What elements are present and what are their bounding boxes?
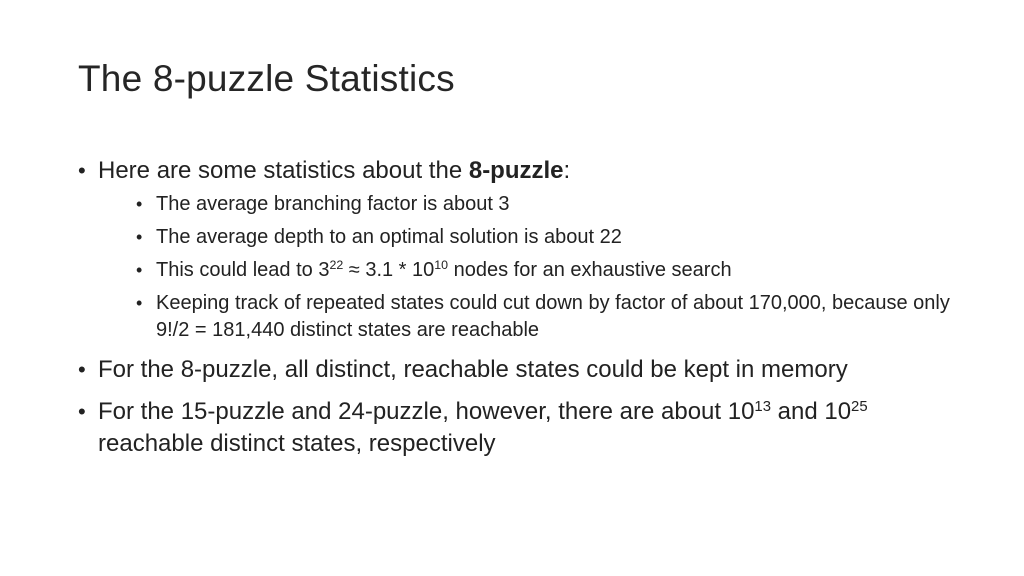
exhaustive-exp-2: 10	[434, 258, 449, 273]
sub-bullet-list	[98, 191, 958, 344]
slide-title: The 8-puzzle Statistics	[78, 58, 455, 99]
exhaustive-text-c: nodes for an exhaustive search	[448, 259, 732, 281]
bullet-memory: • For the 8-puzzle, all distinct, reachable states could be kept in memory	[78, 354, 958, 386]
bullet-15-text-a: For the 15-puzzle and 24-puzzle, however, there are about 10	[98, 398, 755, 425]
sub-bullet-exhaustive	[98, 257, 958, 284]
exhaustive-text-b: ≈ 3.1 * 10	[343, 259, 435, 281]
sub-bullet-branching: • The average branching factor is about 3	[98, 191, 958, 218]
bullet-intro-colon: :	[563, 157, 571, 184]
slide-content	[78, 155, 958, 470]
bullet-15-text-c: reachable distinct states, respectively	[98, 430, 496, 457]
bullet-15-text-b: and 10	[770, 398, 852, 425]
bullet-intro-text: Here are some statistics about the	[98, 157, 469, 184]
sub-bullet-depth: • The average depth to an optimal solution is about 22	[98, 224, 958, 251]
bullet-intro-bold: 8-puzzle	[468, 157, 564, 184]
bullet-intro	[78, 155, 958, 344]
exhaustive-text-a: This could lead to 3	[156, 259, 330, 281]
bullet-15-exp-1: 13	[754, 398, 771, 415]
sub-bullet-repeated-states: • Keeping track of repeated states could cut down by factor of about 170,000, because only 9!/2 = 181,440 distinct states are reachable	[98, 290, 958, 344]
bullet-15-exp-2: 25	[851, 398, 868, 415]
exhaustive-exp-1: 22	[329, 258, 344, 273]
bullet-15-24-puzzle	[78, 396, 958, 460]
